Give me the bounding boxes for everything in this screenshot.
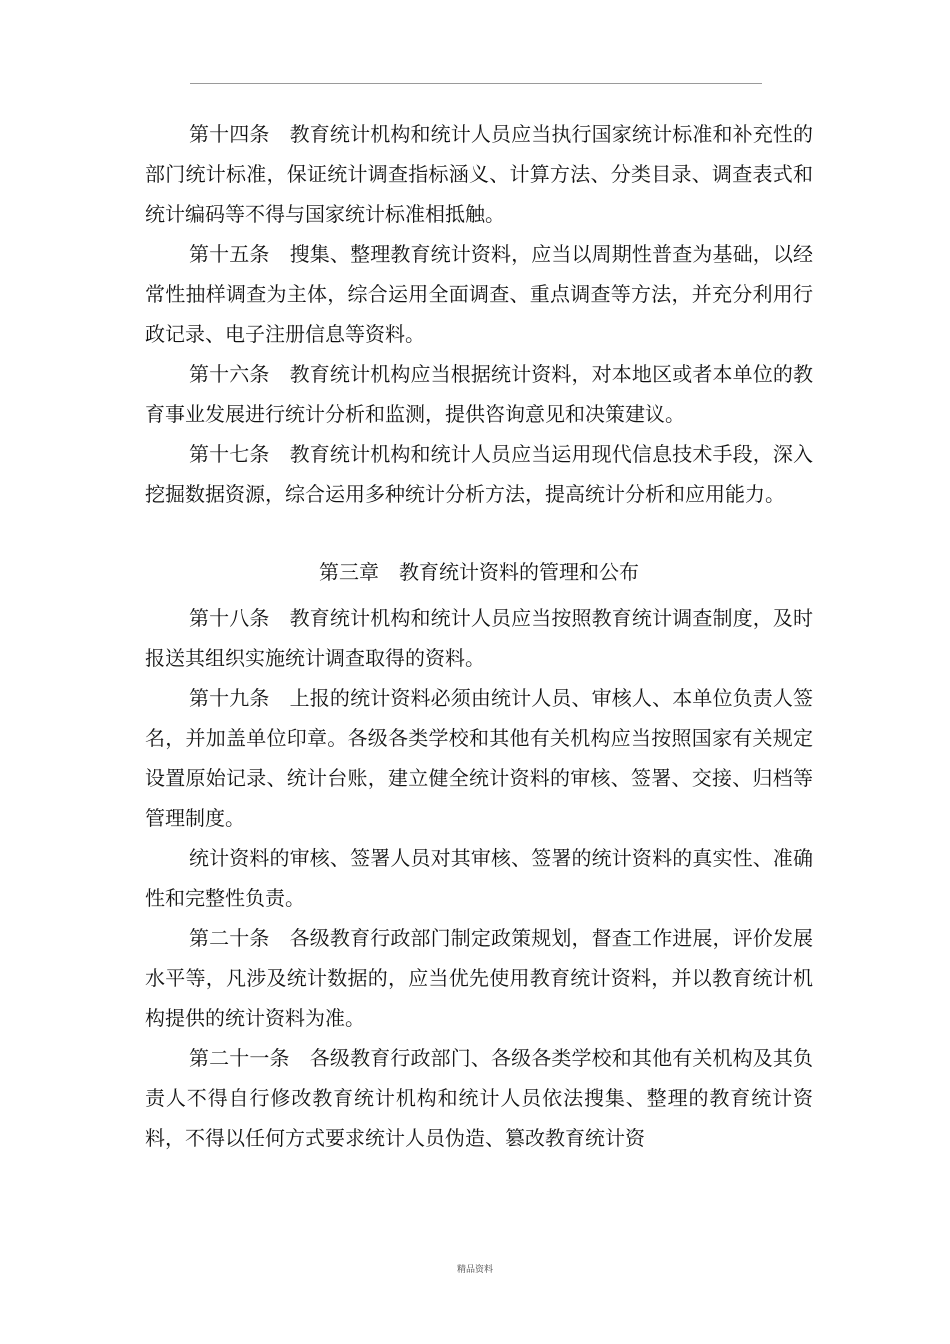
article-14: 第十四条 教育统计机构和统计人员应当执行国家统计标准和补充性的部门统计标准，保证统计调查指标涵义、计算方法、分类目录、调查表式和统计编码等不得与国家统计标准相抵触。	[145, 122, 813, 226]
article-17: 第十七条 教育统计机构和统计人员应当运用现代信息技术手段，深入挖掘数据资源，综合运用多种统计分析方法，提高统计分析和应用能力。	[145, 442, 813, 506]
article-21: 第二十一条 各级教育行政部门、各级各类学校和其他有关机构及其负责人不得自行修改教育统计机构和统计人员依法搜集、整理的教育统计资料，不得以任何方式要求统计人员伪造、篡改教育统计资	[145, 1046, 813, 1150]
article-15: 第十五条 搜集、整理教育统计资料，应当以周期性普查为基础，以经常性抽样调查为主体，综合运用全面调查、重点调查等方法，并充分利用行政记录、电子注册信息等资料。	[145, 242, 813, 346]
article-19-supplement: 统计资料的审核、签署人员对其审核、签署的统计资料的真实性、准确性和完整性负责。	[145, 846, 813, 910]
article-16: 第十六条 教育统计机构应当根据统计资料，对本地区或者本单位的教育事业发展进行统计分析和监测，提供咨询意见和决策建议。	[145, 362, 813, 426]
document-body	[145, 114, 813, 1158]
header-rule	[190, 83, 762, 84]
page-footer: 精品资料	[456, 1265, 493, 1275]
chapter-title: 第三章 教育统计资料的管理和公布	[319, 560, 639, 584]
article-19: 第十九条 上报的统计资料必须由统计人员、审核人、本单位负责人签名，并加盖单位印章。各级各类学校和其他有关机构应当按照国家有关规定设置原始记录、统计台账，建立健全统计资料的审核、签署、交接、归档等管理制度。	[145, 686, 813, 830]
article-18: 第十八条 教育统计机构和统计人员应当按照教育统计调查制度，及时报送其组织实施统计调查取得的资料。	[145, 606, 813, 670]
article-20: 第二十条 各级教育行政部门制定政策规划，督查工作进展，评价发展水平等，凡涉及统计数据的，应当优先使用教育统计资料，并以教育统计机构提供的统计资料为准。	[145, 926, 813, 1030]
